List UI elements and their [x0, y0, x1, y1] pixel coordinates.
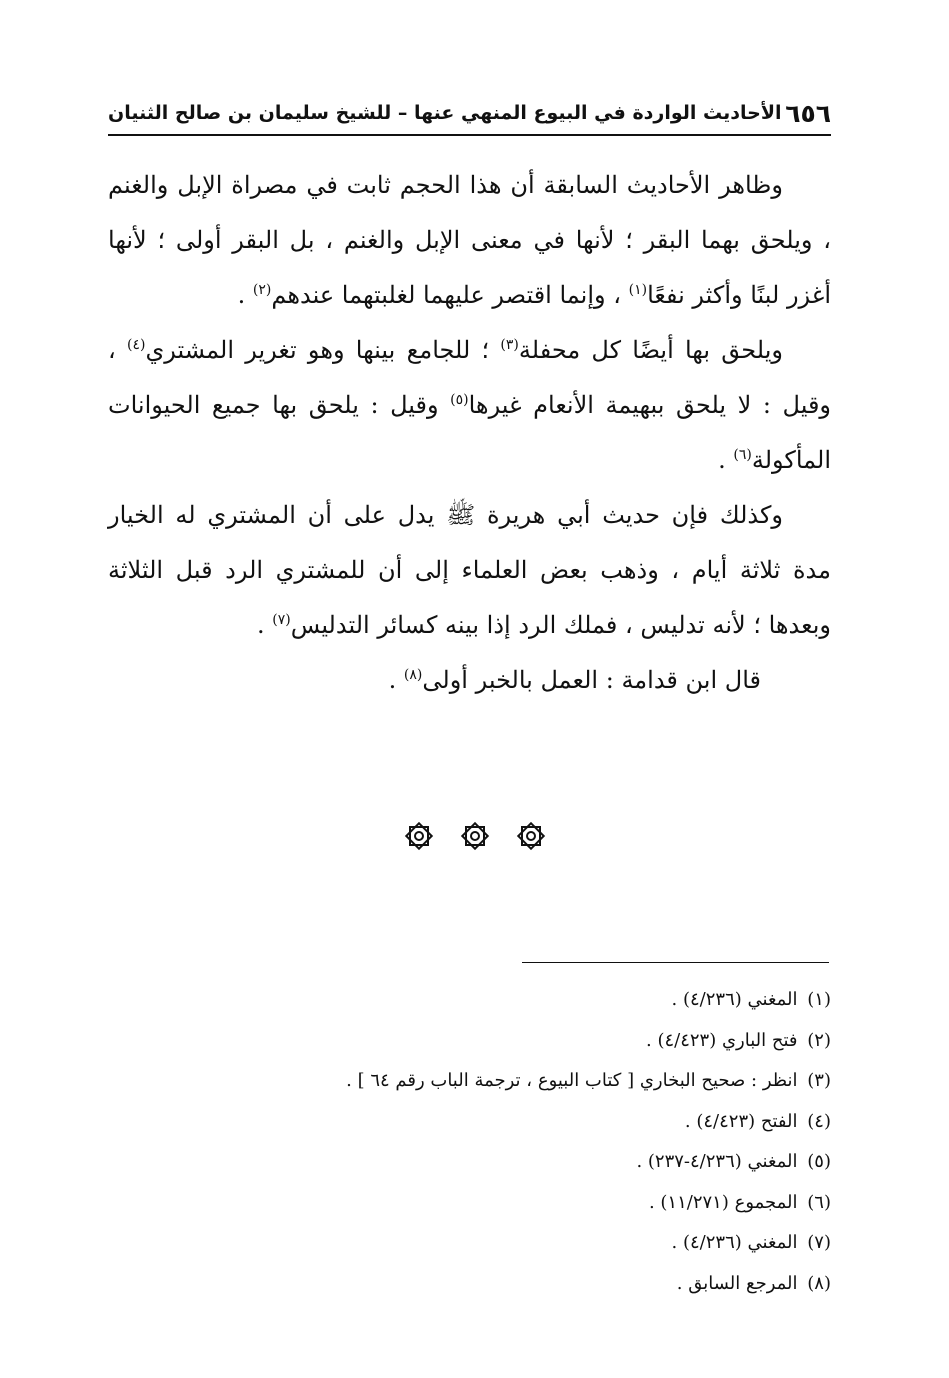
paragraph-2 [108, 323, 831, 488]
footnote-item [108, 1102, 831, 1143]
footnote-text: المغني (٤/٢٣٦) . [671, 1232, 798, 1253]
footnote-text: الفتح (٤/٤٢٣) . [684, 1110, 798, 1132]
paragraph-text: . [237, 281, 253, 309]
paragraph-text: ويلحق بها أيضًا كل محفلة [518, 336, 784, 364]
footnote-item [108, 1142, 831, 1183]
footnotes [108, 980, 831, 1304]
page-number: ٦٥٦ [785, 98, 831, 128]
paragraph-text: وقيل : يلحق بها جميع الحيوانات المأكولة [108, 391, 831, 474]
footnote-number: (١) [807, 989, 831, 1010]
footnote-ref[interactable]: (٤) [127, 337, 146, 353]
footnote-text: المجموع (١١/٢٧١) . [648, 1191, 798, 1213]
footnote-number: (٧) [807, 1232, 831, 1253]
section-ornaments [0, 820, 949, 852]
footnote-number: (٤) [807, 1110, 831, 1132]
paragraph-text: وكذلك فإن حديث أبي هريرة ﷺ يدل على أن المشتري له الخيار مدة ثلاثة أيام ، وذهب بعض العلماء إلى أن للمشتري الرد قبل الثلاثة وبعدها ؛ لأنه تدليس ، فملك الرد إذا بينه كسائر التدليس [108, 501, 831, 639]
paragraph-text: . [388, 666, 404, 694]
footnote-number: (٢) [807, 1029, 831, 1051]
footnote-separator [522, 962, 829, 963]
paragraph-3 [108, 488, 831, 653]
footnote-ref[interactable]: (٧) [272, 612, 291, 628]
eight-point-star-icon [403, 820, 435, 852]
paragraph-text: ، وقيل : لا يلحق ببهيمة الأنعام غيرها [108, 336, 832, 419]
footnote-item [108, 1061, 831, 1102]
footnote-item [108, 1223, 831, 1264]
paragraph-text: ؛ للجامع بينها وهو تغرير المشتري [145, 336, 501, 364]
footnote-ref[interactable]: (٣) [500, 337, 519, 353]
paragraph-text: ، وإنما اقتصر عليهما لغلبتهما عندهم [271, 281, 629, 309]
paragraph-1 [108, 158, 831, 323]
paragraph-text: قال ابن قدامة : العمل بالخبر أولى [422, 666, 761, 694]
footnote-text: فتح الباري (٤/٤٢٣) . [646, 1029, 798, 1051]
footnote-ref[interactable]: (٨) [403, 667, 423, 683]
footnote-item [108, 1264, 831, 1305]
paragraph-4 [108, 653, 831, 708]
paragraph-text: . [256, 611, 273, 639]
page-header [108, 92, 831, 136]
main-text [108, 158, 831, 708]
footnote-ref[interactable]: (٢) [252, 282, 272, 298]
footnote-text: انظر : صحيح البخاري [ كتاب البيوع ، ترجمة الباب رقم ٦٤ ] . [346, 1070, 798, 1091]
paragraph-text: . [718, 446, 734, 474]
running-title: الأحاديث الواردة في البيوع المنهي عنها – للشيخ سليمان بن صالح الثنيان [108, 102, 782, 124]
footnote-ref[interactable]: (١) [628, 282, 648, 298]
footnote-number: (٦) [807, 1191, 831, 1213]
paragraph-text: وظاهر الأحاديث السابقة أن هذا الحجم ثابت في مصراة الإبل والغنم ، ويلحق بهما البقر ؛ لأنها في معنى الإبل والغنم ، بل البقر أولى ؛ لأنها أغزر لبنًا وأكثر نفعًا [108, 171, 831, 309]
footnote-item [108, 980, 831, 1021]
footnote-ref[interactable]: (٦) [733, 447, 752, 463]
eight-point-star-icon [459, 820, 491, 852]
footnote-text: المغني (٤/٢٣٦-٢٣٧) . [636, 1151, 798, 1172]
footnote-text: المرجع السابق . [676, 1272, 798, 1294]
footnote-text: المغني (٤/٢٣٦) . [671, 989, 798, 1010]
eight-point-star-icon [515, 820, 547, 852]
footnote-number: (٨) [807, 1272, 831, 1294]
footnote-item [108, 1183, 831, 1224]
footnote-number: (٥) [807, 1151, 831, 1172]
footnote-number: (٣) [807, 1070, 831, 1091]
footnote-ref[interactable]: (٥) [450, 392, 469, 408]
footnote-item [108, 1021, 831, 1062]
